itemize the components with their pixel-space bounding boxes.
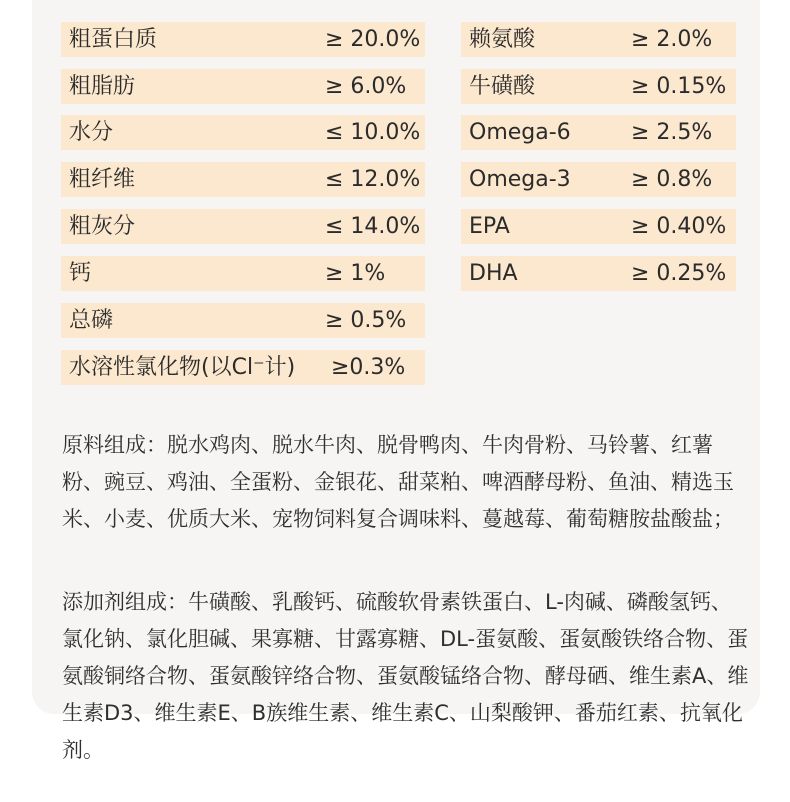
nutrient-value: ≥ 6.0% [325,74,407,99]
nutrient-value: ≤ 14.0% [325,214,421,239]
nutrient-label: DHA [469,261,518,286]
nutrient-value: ≥ 20.0% [325,27,421,52]
nutrition-row [461,22,736,57]
nutrient-value: ≥ 2.5% [631,120,713,145]
nutrient-value: ≥ 0.15% [631,74,727,99]
nutrient-value: ≥ 0.40% [631,214,727,239]
nutrient-label: Omega-3 [469,167,571,192]
nutrient-value: ≥ 0.5% [325,308,407,333]
nutrient-value: ≥0.3% [331,355,406,380]
nutrient-value: ≥ 0.25% [631,261,727,286]
nutrient-label: 水分 [69,120,114,145]
nutrition-row [61,22,425,57]
nutrient-value: ≤ 10.0% [325,120,421,145]
nutrient-label: 钙 [69,261,92,286]
nutrient-label: 赖氨酸 [469,27,536,52]
nutrition-row [61,162,425,197]
nutrition-row [461,256,736,291]
nutrition-row [61,303,425,338]
additives-text: 添加剂组成：牛磺酸、乳酸钙、硫酸软骨素铁蛋白、L-肉碱、磷酸氢钙、氯化钠、氯化胆碱、果寡糖、甘露寡糖、DL-蛋氨酸、蛋氨酸铁络合物、蛋氨酸铜络合物、蛋氨酸锌络合物、蛋氨酸锰络合物、酵母硒、维生素A、维生素D3、维生素E、B族维生素、维生素C、山梨酸钾、番茄红素、抗氧化剂。 [62,590,749,762]
nutrition-row [461,115,736,150]
nutrient-value: ≥ 0.8% [631,167,713,192]
nutrient-label: 总磷 [69,308,114,333]
nutrition-row [61,115,425,150]
ingredients-text: 原料组成：脱水鸡肉、脱水牛肉、脱骨鸭肉、牛肉骨粉、马铃薯、红薯粉、豌豆、鸡油、全蛋粉、金银花、甜菜粕、啤酒酵母粉、鱼油、精选玉米、小麦、优质大米、宠物饲料复合调味料、蔓越莓、葡萄糖胺盐酸盐； [62,433,734,531]
nutrition-row [461,162,736,197]
nutrition-row [461,209,736,244]
nutrient-label: 粗纤维 [69,167,136,192]
nutrient-value: ≥ 2.0% [631,27,713,52]
nutrient-label: Omega-6 [469,120,571,145]
nutrient-label: 牛磺酸 [469,74,536,99]
nutrient-label: 水溶性氯化物(以Cl⁻计) [69,355,296,380]
nutrient-label: 粗蛋白质 [69,27,158,52]
nutrition-row [61,350,425,385]
nutrition-row [61,69,425,104]
nutrient-value: ≥ 1% [325,261,386,286]
nutrition-row [461,69,736,104]
nutrition-row [61,256,425,291]
nutrient-value: ≤ 12.0% [325,167,421,192]
nutrient-label: 粗脂肪 [69,74,136,99]
nutrition-row [61,209,425,244]
nutrient-label: 粗灰分 [69,214,136,239]
nutrient-label: EPA [469,214,510,239]
